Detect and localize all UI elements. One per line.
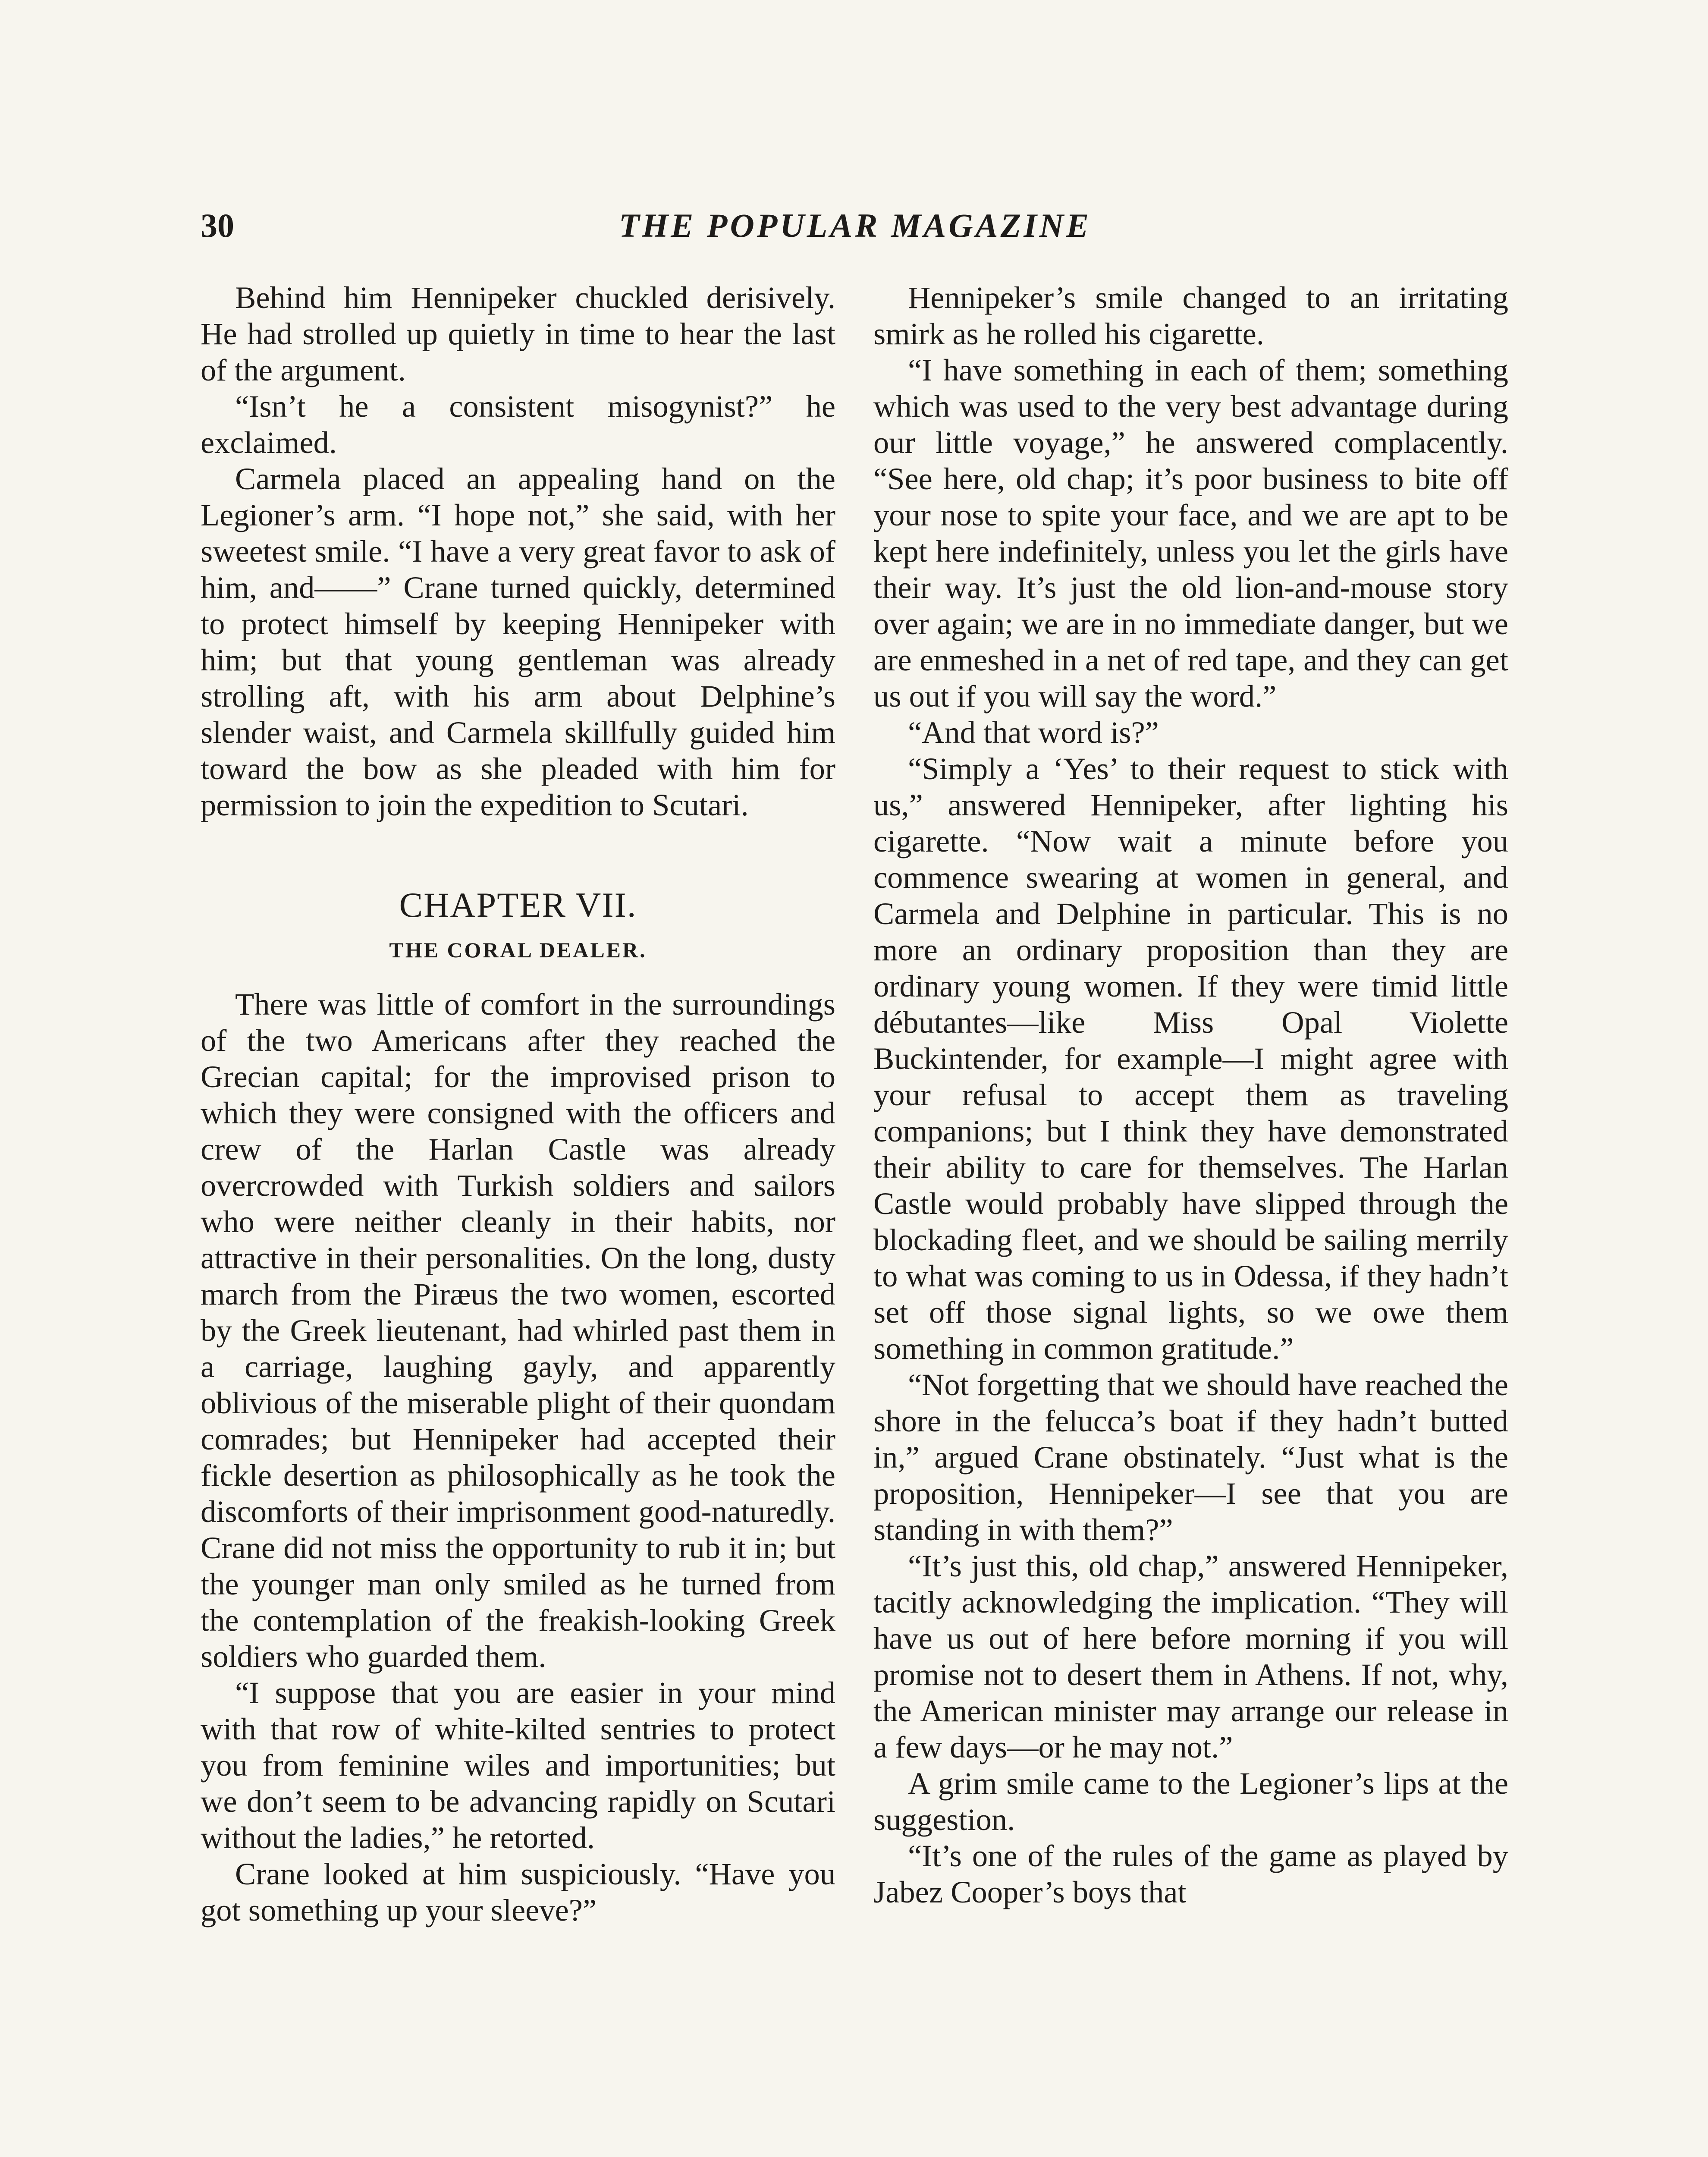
paragraph: There was little of comfort in the surroundings of the two Americans after they reached the Grecian capital; for the improvised prison to which they were consigned with the officers and crew of the Harlan Castle was already overcrowded with Turkish soldiers and sailors who were neither cleanly in their habits, nor attractive in their personalities. On the long, dusty march from the Piræus the two women, escorted by the Greek lieutenant, had whirled past them in a carriage, laughing gayly, and apparently oblivious of the miserable plight of their quondam comrades; but Hennipeker had accepted their fickle desertion as philosophically as he took the discomforts of their imprisonment good-naturedly. Crane did not miss the opportunity to rub it in; but the younger man only smiled as he turned from the contemplation of the freakish-looking Greek soldiers who guarded them. xyxy=(201,987,835,1674)
paragraph: “It’s one of the rules of the game as played by Jabez Cooper’s boys that xyxy=(873,1838,1508,1909)
magazine-title: THE POPULAR MAGAZINE xyxy=(619,207,1092,244)
paragraph: Carmela placed an appealing hand on the Legioner’s arm. “I hope not,” she said, with her sweetest smile. “I have a very great favor to ask of him, and——” Crane turned quickly, determined to protect himself by keeping Hennipeker with him; but that young gentleman was already strolling aft, with his arm about Delphine’s slender waist, and Carmela skillfully guided him toward the bow as she pleaded with him for permission to join the expedition to Scutari. xyxy=(201,461,835,822)
paragraph: “I suppose that you are easier in your mind with that row of white-kilted sentries to protect you from feminine wiles and importunities; but we don’t seem to be advancing rapidly on Scutari without the ladies,” he retorted. xyxy=(201,1675,835,1855)
paragraph: “Isn’t he a consistent misogynist?” he exclaimed. xyxy=(201,389,835,460)
paragraph: “It’s just this, old chap,” answered Hennipeker, tacitly acknowledging the implication. “They will have us out of here before morning if you will promise not to desert them in Athens. If not, why, the American minister may arrange our release in a few days—or he may not.” xyxy=(873,1548,1508,1764)
paragraph: A grim smile came to the Legioner’s lips at the suggestion. xyxy=(873,1766,1508,1837)
paragraph: Hennipeker’s smile changed to an irritating smirk as he rolled his cigarette. xyxy=(873,280,1508,351)
paragraph: Crane looked at him suspiciously. “Have you got something up your sleeve?” xyxy=(201,1856,835,1927)
left-column xyxy=(201,280,835,1928)
paragraph: “I have something in each of them; something which was used to the very best advantage during our little voyage,” he answered complacently. “See here, old chap; it’s poor business to bite off your nose to spite your face, and we are apt to be kept here indefinitely, unless you let the girls have their way. It’s just the old lion-and-mouse story over again; we are in no immediate danger, but we are enmeshed in a net of red tape, and they can get us out if you will say the word.” xyxy=(873,352,1508,714)
paragraph: Behind him Hennipeker chuckled derisively. He had strolled up quietly in time to hear the last of the argument. xyxy=(201,280,835,387)
right-column xyxy=(873,280,1508,1910)
page-number: 30 xyxy=(201,207,234,244)
page-header xyxy=(201,206,1510,258)
paragraph: “Not forgetting that we should have reached the shore in the felucca’s boat if they hadn’t butted in,” argued Crane obstinately. “Just what is the proposition, Hennipeker—I see that you are standing in with them?” xyxy=(873,1367,1508,1547)
chapter-heading: CHAPTER VII. xyxy=(399,885,637,924)
chapter-subtitle: THE CORAL DEALER. xyxy=(389,938,647,962)
paragraph: “And that word is?” xyxy=(908,715,1159,750)
paragraph: “Simply a ‘Yes’ to their request to stick with us,” answered Hennipeker, after lighting his cigarette. “Now wait a minute before you commence swearing at women in general, and Carmela and Delphine in particular. This is no more an ordinary proposition than they are ordinary young women. If they were timid little débutantes—like Miss Opal Violette Buckintender, for example—I might agree with your refusal to accept them as traveling companions; but I think they have demonstrated their ability to care for themselves. The Harlan Castle would probably have slipped through the blockading fleet, and we should be sailing merrily to what was coming to us in Odessa, if they hadn’t set off those signal lights, so we owe them something in common gratitude.” xyxy=(873,751,1508,1366)
